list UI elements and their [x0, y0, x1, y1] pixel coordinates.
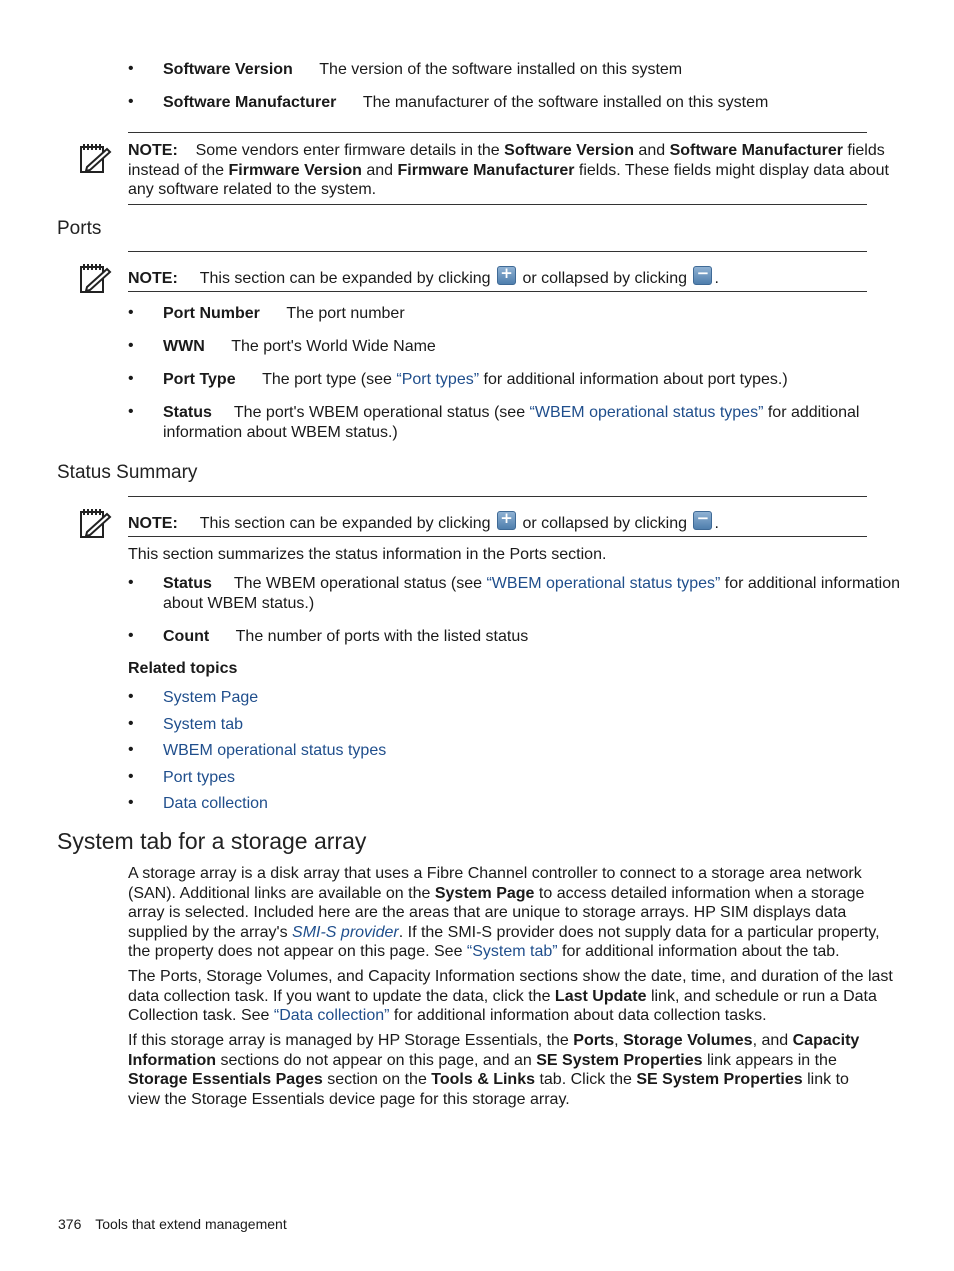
- note-software: NOTE: Some vendors enter firmware details in the Software Version and Software Manufacturer fields instead of the Firmware Version and Firmware Manufacturer fields. These fields might display data about any software related to the system.: [128, 142, 889, 198]
- paragraph-data-collection: The Ports, Storage Volumes, and Capacity Information sections show the date, time, and duration of the last data collection task. If you want to update the data, click the Last Update link, and schedule or run a Data Collection task. See “Data collection” for additional information about data collection tasks.: [128, 968, 893, 1024]
- link-wbem-status-types[interactable]: “WBEM operational status types”: [486, 575, 721, 592]
- bullet: •: [128, 715, 134, 732]
- link-system-tab[interactable]: “System tab”: [466, 943, 558, 960]
- related-link-wbem-status-types[interactable]: WBEM operational status types: [163, 742, 387, 759]
- link-port-types[interactable]: “Port types”: [396, 371, 480, 388]
- bullet: •: [128, 370, 134, 387]
- section-heading-status-summary: Status Summary: [57, 462, 198, 483]
- bullet: •: [128, 741, 134, 758]
- related-topics-title: Related topics: [128, 660, 238, 677]
- list-item: Software Version The version of the software installed on this system: [163, 61, 683, 78]
- list-item: Count The number of ports with the listed status: [163, 628, 529, 645]
- bullet: •: [128, 688, 134, 705]
- related-link-system-tab[interactable]: System tab: [163, 716, 244, 733]
- note-ports: NOTE: This section can be expanded by clicking + or collapsed by clicking − .: [128, 264, 719, 287]
- note-rule-top: [128, 496, 867, 497]
- note-rule-bottom: [128, 536, 867, 537]
- minus-icon[interactable]: −: [693, 511, 712, 530]
- page-number: 376: [58, 1216, 82, 1232]
- section-heading-ports: Ports: [57, 218, 102, 239]
- list-item: Status The port's WBEM operational status (see “WBEM operational status types” for additional information about WBEM status.): [163, 404, 860, 441]
- plus-icon[interactable]: +: [497, 266, 516, 285]
- link-data-collection[interactable]: “Data collection”: [273, 1007, 390, 1024]
- bullet: •: [128, 574, 134, 591]
- note-pencil-icon: [78, 262, 112, 296]
- bullet: •: [128, 403, 134, 420]
- paragraph-storage-intro: A storage array is a disk array that uses a Fibre Channel controller to connect to a storage area network (SAN). Additional links are available on the System Page to access detailed information when a storage array is selected. Included here are the areas that are unique to storage arrays. HP SIM displays data supplied by the array's SMI-S provider. If the SMI-S provider does not supply data for a particular property, the property does not appear on this page. See “System tab” for additional information about the tab.: [128, 865, 880, 960]
- note-rule-top: [128, 251, 867, 252]
- related-link-data-collection[interactable]: Data collection: [163, 795, 268, 812]
- note-status-summary: NOTE: This section can be expanded by clicking + or collapsed by clicking − .: [128, 509, 719, 532]
- list-item: WWN The port's World Wide Name: [163, 338, 436, 355]
- intro-text: This section summarizes the status information in the Ports section.: [128, 546, 607, 563]
- note-rule-top: [128, 132, 867, 133]
- related-link-port-types[interactable]: Port types: [163, 769, 236, 786]
- paragraph-storage-essentials: If this storage array is managed by HP Storage Essentials, the Ports, Storage Volumes, and Capacity Information sections do not appear on this page, and an SE System Properties link appears in the Storage Essentials Pages section on the Tools & Links tab. Click the SE System Properties link to view the Storage Essentials device page for this storage array.: [128, 1032, 860, 1108]
- bullet: •: [128, 60, 134, 77]
- bullet: •: [128, 794, 134, 811]
- note-rule-bottom: [128, 204, 867, 205]
- related-link-system-page[interactable]: System Page: [163, 689, 259, 706]
- list-item: Status The WBEM operational status (see “WBEM operational status types” for additional information about WBEM status.): [163, 575, 900, 612]
- note-rule-bottom: [128, 291, 867, 292]
- bullet: •: [128, 627, 134, 644]
- note-pencil-icon: [78, 142, 112, 176]
- list-item: Port Number The port number: [163, 305, 405, 322]
- footer-title: Tools that extend management: [95, 1216, 287, 1232]
- note-pencil-icon: [78, 507, 112, 541]
- minus-icon[interactable]: −: [693, 266, 712, 285]
- list-item: Port Type The port type (see “Port types” for additional information about port types.): [163, 371, 788, 388]
- link-wbem-status-types[interactable]: “WBEM operational status types”: [529, 404, 764, 421]
- list-item: Software Manufacturer The manufacturer of the software installed on this system: [163, 94, 769, 111]
- bullet: •: [128, 337, 134, 354]
- page-footer: [58, 1216, 287, 1232]
- bullet: •: [128, 304, 134, 321]
- bullet: •: [128, 93, 134, 110]
- link-smi-s-provider[interactable]: SMI-S provider: [292, 923, 399, 941]
- plus-icon[interactable]: +: [497, 511, 516, 530]
- section-heading-storage-array: System tab for a storage array: [57, 828, 367, 854]
- bullet: •: [128, 768, 134, 785]
